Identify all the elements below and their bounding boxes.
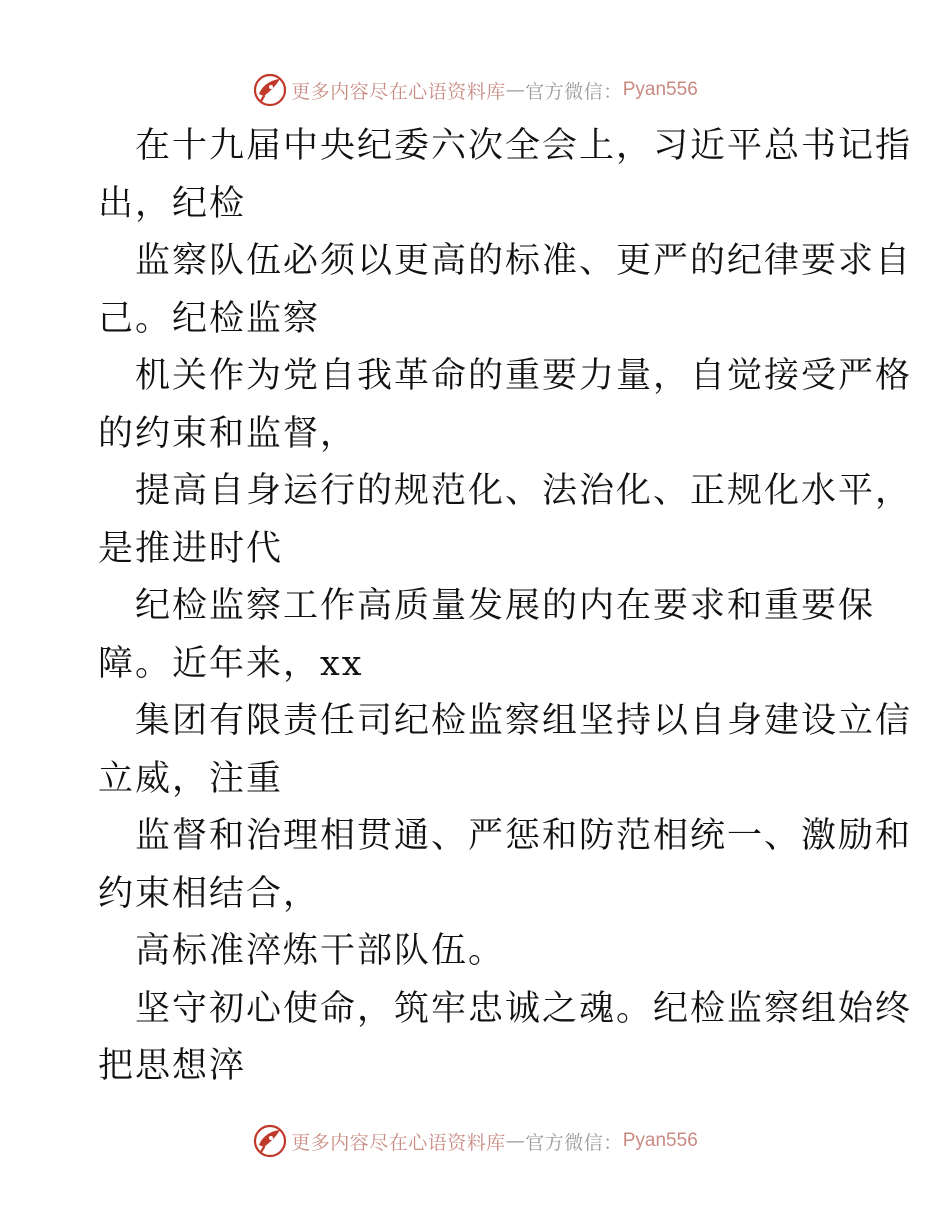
paragraph-continuation: 的约束和监督， bbox=[98, 413, 358, 454]
paragraph-line: 监督和治理相贯通、严惩和防范相统一、激励和 bbox=[135, 816, 913, 856]
header-watermark bbox=[0, 70, 950, 110]
pen-nib-logo-icon bbox=[252, 72, 288, 108]
watermark-wechat-id: Pyan556 bbox=[622, 79, 698, 100]
watermark-site-text: 更多内容尽在心语资料库 bbox=[291, 80, 506, 103]
watermark-dash: — bbox=[505, 79, 526, 101]
paragraph-line: 坚守初心使命，筑牢忠诚之魂。纪检监察组始终 bbox=[135, 988, 913, 1029]
paragraph-line: 集团有限责任司纪检监察组坚持以自身建设立信 bbox=[135, 701, 913, 741]
paragraph-continuation: 障。近年来，xx bbox=[98, 643, 364, 684]
watermark-wechat-label: 官方微信： bbox=[525, 80, 623, 103]
paragraph-continuation: 把思想淬 bbox=[98, 1046, 247, 1086]
paragraph-continuation: 出，纪检 bbox=[98, 183, 247, 224]
paragraph-line: 高标准淬炼干部队伍。 bbox=[135, 931, 506, 971]
paragraph-line: 机关作为党自我革命的重要力量，自觉接受严格 bbox=[135, 356, 913, 396]
watermark-wechat-label: 官方微信： bbox=[525, 1131, 623, 1154]
paragraph-line: 提高自身运行的规范化、法治化、正规化水平， bbox=[135, 471, 913, 511]
paragraph-continuation: 立威，注重 bbox=[98, 758, 284, 799]
paragraph-line: 纪检监察工作高质量发展的内在要求和重要保 bbox=[135, 586, 876, 626]
paragraph-continuation: 约束相结合， bbox=[98, 873, 321, 914]
paragraph-continuation: 是推进时代 bbox=[98, 528, 284, 569]
watermark-dash: — bbox=[505, 1130, 526, 1152]
watermark-site-text: 更多内容尽在心语资料库 bbox=[291, 1131, 506, 1154]
watermark-wechat-id: Pyan556 bbox=[622, 1130, 698, 1151]
footer-watermark bbox=[0, 1121, 950, 1161]
paragraph-line: 在十九届中央纪委六次全会上，习近平总书记指 bbox=[135, 126, 913, 166]
paragraph-continuation: 己。纪检监察 bbox=[98, 298, 321, 339]
pen-nib-logo-icon bbox=[252, 1123, 288, 1159]
document-body bbox=[98, 118, 913, 1096]
paragraph-line: 监察队伍必须以更高的标准、更严的纪律要求自 bbox=[135, 241, 913, 281]
